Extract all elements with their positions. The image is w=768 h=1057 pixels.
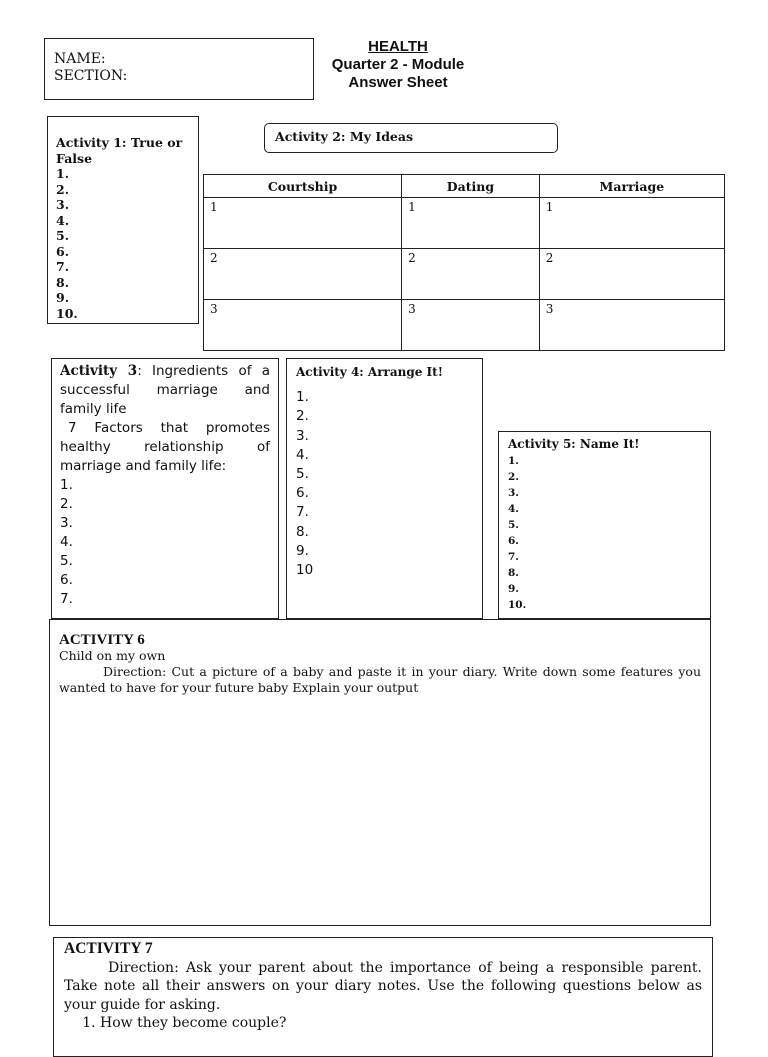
table-row	[204, 249, 725, 300]
list-item: 6.	[56, 243, 70, 259]
list-item: 9.	[56, 290, 70, 305]
activity-1-box	[47, 116, 199, 324]
list-item: 8.	[508, 567, 519, 579]
subject-title: HEALTH	[368, 38, 428, 55]
list-item: 5.	[296, 466, 309, 483]
table-cell: 1	[204, 198, 402, 249]
page-header	[300, 38, 496, 92]
table-cell: 1	[402, 198, 540, 249]
table-cell: 2	[539, 249, 724, 300]
list-item: 4.	[508, 503, 519, 515]
activity-5-box	[498, 431, 711, 619]
list-item: 8.	[296, 523, 309, 540]
activity-6-title: ACTIVITY 6	[59, 632, 145, 648]
activity-3-box	[51, 358, 279, 619]
list-item: 6.	[60, 572, 73, 588]
activity-2-table	[203, 174, 725, 351]
table-row	[204, 300, 725, 351]
activity-3-intro-line	[60, 362, 270, 419]
section-label: SECTION:	[54, 68, 128, 84]
list-item: 1.	[56, 166, 70, 181]
list-item: 2.	[508, 471, 519, 483]
list-item: 3.	[56, 197, 70, 212]
list-item: 7.	[508, 551, 519, 563]
activity-7-box	[53, 937, 713, 1057]
list-item: 6.	[508, 535, 519, 547]
list-item: 1. How they become couple?	[100, 1014, 702, 1033]
list-item: 1.	[508, 455, 519, 467]
list-item: 5.	[56, 228, 70, 243]
list-item: 3.	[508, 487, 519, 499]
column-header: Dating	[402, 175, 540, 198]
activity-7-title: ACTIVITY 7	[64, 940, 153, 957]
table-cell: 2	[204, 249, 402, 300]
list-item: 2.	[296, 408, 309, 425]
list-item: 5.	[508, 519, 519, 531]
activity-3-title: Activity 3	[60, 363, 138, 379]
activity-6-direction: Direction: Cut a picture of a baby and paste it in your diary. Write down some features you wanted to have for your future baby Explain your output	[59, 664, 701, 695]
activity-4-title: Activity 4: Arrange It!	[296, 365, 443, 379]
table-row	[204, 198, 725, 249]
list-item: 2.	[60, 496, 73, 512]
list-item: 5.	[60, 553, 73, 569]
quarter-title: Quarter 2 - Module	[331, 56, 465, 73]
table-cell: 3	[402, 300, 540, 351]
table-cell: 3	[204, 300, 402, 351]
activity-7-questions	[64, 1014, 702, 1033]
column-header: Courtship	[204, 175, 402, 198]
table-cell: 3	[539, 300, 724, 351]
list-item: 3.	[296, 427, 309, 444]
list-item: 9.	[508, 583, 519, 595]
activity-6-subtitle: Child on my own	[59, 648, 166, 663]
column-header: Marriage	[539, 175, 724, 198]
activity-5-title: Activity 5: Name It!	[508, 437, 640, 451]
list-item: 7.	[60, 591, 73, 607]
list-item: 7.	[296, 504, 309, 521]
activity-3-list	[60, 476, 270, 609]
table-cell: 2	[402, 249, 540, 300]
list-item: 10	[296, 562, 314, 579]
activity-7-direction: Direction: Ask your parent about the importance of being a responsible parent. Take note all their answers on your diary notes. Use the following questions below as your guide for asking.	[64, 959, 702, 1013]
list-item: 10.	[56, 305, 78, 321]
list-item: 2.	[56, 181, 70, 197]
list-item: 4.	[60, 534, 73, 550]
activity-6-box	[49, 619, 711, 926]
list-item: 7.	[56, 259, 70, 274]
activity-2-title-box	[264, 123, 558, 153]
list-item: 8.	[56, 274, 70, 290]
activity-4-box	[286, 358, 483, 619]
list-item: 9.	[296, 542, 309, 559]
activity-2-title: Activity 2: My Ideas	[275, 129, 414, 144]
activity-5-list	[508, 453, 701, 613]
name-label: NAME:	[54, 51, 106, 67]
list-item: 4.	[56, 212, 70, 228]
list-item: 1.	[296, 389, 309, 406]
activity-1-title: Activity 1: True or False	[56, 135, 183, 166]
name-section-box	[44, 38, 314, 100]
table-header-row	[204, 175, 725, 198]
activity-1-list	[56, 166, 190, 321]
activity-3-intro: : Ingredients of a successful marriage and family life	[60, 363, 270, 417]
list-item: 3.	[60, 515, 73, 531]
sheet-title: Answer Sheet	[348, 74, 448, 91]
list-item: 1.	[60, 477, 73, 493]
list-item: 4.	[296, 446, 309, 463]
activity-3-subtitle: 7 Factors that promotes healthy relationship of marriage and family life:	[60, 420, 270, 474]
activity-4-list	[296, 388, 473, 580]
table-cell: 1	[539, 198, 724, 249]
list-item: 6.	[296, 485, 309, 502]
list-item: 10.	[508, 599, 527, 611]
